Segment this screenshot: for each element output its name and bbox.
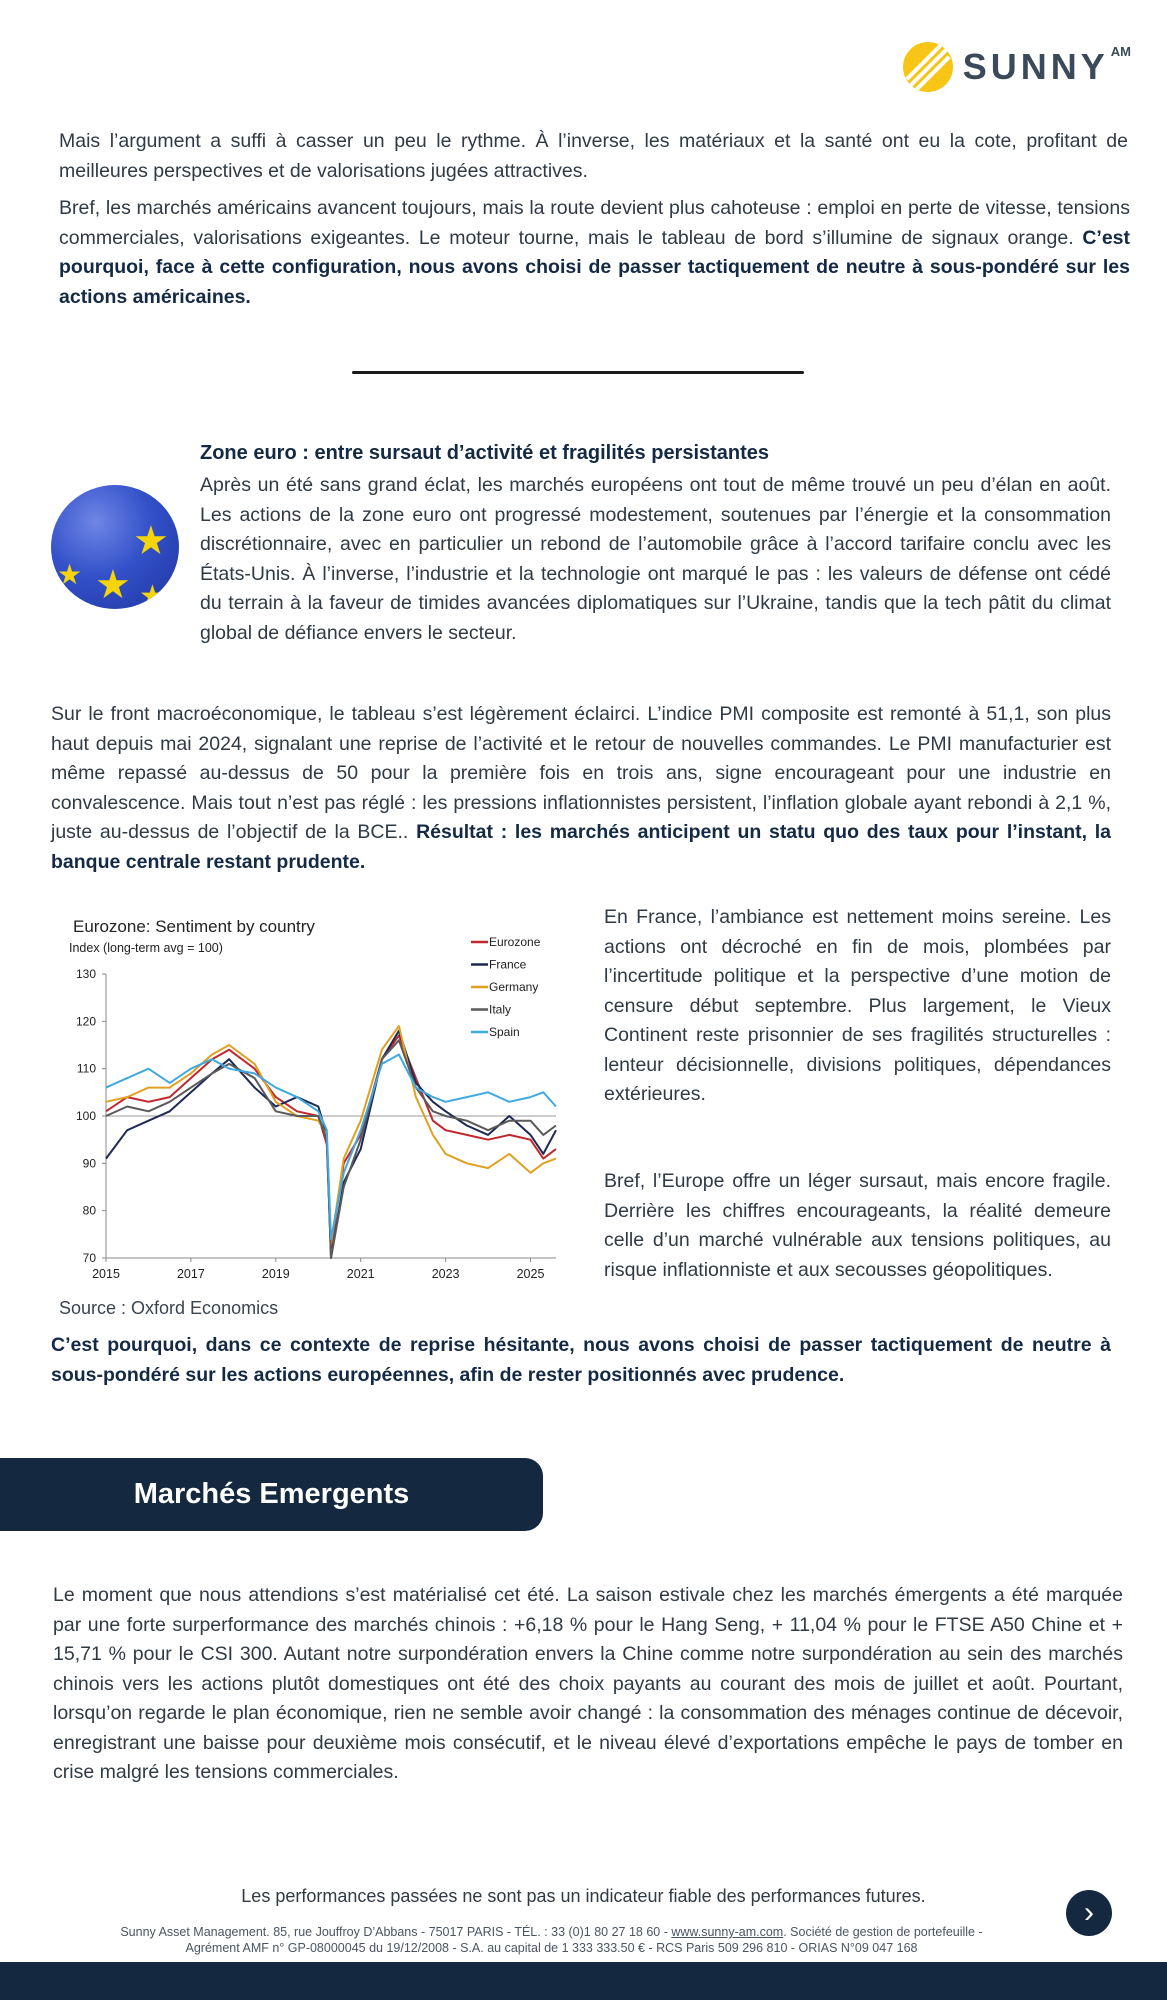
series-line-spain	[106, 1055, 556, 1240]
chart-ylabel: Index (long-term avg = 100)	[69, 941, 223, 955]
eurozone-intro: Après un été sans grand éclat, les marchés européens ont tout de même trouvé un peu d’élan en août. Les actions de la zone euro ont progressé modestement, soutenues par l’énergie et la consommation discrétionnaire, avec en particulier un rebond de l’automobile grâce à l’accord tarifaire conclu avec les États-Unis. À l’inverse, l’industrie et la technologie ont marqué le pas : les valeurs de défense ont cédé du terrain à la faveur de timides avancées diplomatiques sur l’Ukraine, tandis que la tech pâtit du climat global de défiance envers le secteur.	[200, 474, 1111, 644]
legend-label: Spain	[489, 1025, 520, 1039]
website-link[interactable]: www.sunny-am.com	[671, 1925, 784, 1939]
us-paragraph-1: Mais l’argument a suffi à casser un peu le rythme. À l’inverse, les matériaux et la santé ont eu la cote, profitant de meilleures perspectives et de valorisations jugées attractives.	[59, 130, 1128, 182]
europe-summary: Bref, l’Europe offre un léger sursaut, mais encore fragile. Derrière les chiffres encourageants, la réalité demeure celle d’un marché vulnérable aux tensions politiques, au risque inflationniste et aux secousses géopolitiques.	[604, 1170, 1111, 1281]
y-tick-label: 100	[75, 1109, 96, 1123]
eurozone-macro	[51, 700, 1111, 877]
emerging-markets-heading: Marchés Emergents	[0, 1458, 543, 1531]
chart-source: Source : Oxford Economics	[59, 1298, 279, 1318]
legal-text-3: Agrément AMF n° GP-08000045 du 19/12/2008 - S.A. au capital de 1 333 333.50 € - RCS Paris 509 296 810 - ORIAS N°09 047 168	[185, 1941, 918, 1955]
y-tick-label: 90	[82, 1156, 96, 1171]
x-tick-label: 2021	[346, 1267, 375, 1281]
y-tick-label: 120	[75, 1014, 96, 1029]
footer-bar	[0, 1962, 1167, 2000]
chevron-right-icon: ›	[1084, 1896, 1094, 1929]
performance-disclaimer: Les performances passées ne sont pas un indicateur fiable des performances futures.	[241, 1886, 926, 1906]
x-tick-label: 2023	[431, 1267, 460, 1281]
legal-text-1: Sunny Asset Management. 85, rue Jouffroy D’Abbans - 75017 PARIS - TÉL. : 33 (0)1 80 27 18 60 -	[120, 1925, 672, 1939]
legend-label: Germany	[489, 980, 539, 994]
legal-notice	[70, 1924, 1033, 1956]
us-conclusion: C’est pourquoi, face à cette configuration, nous avons choisi de passer tactiquement de neutre à sous-pondéré sur les actions américaines.	[59, 226, 1130, 308]
us-paragraph-2-text: Bref, les marchés américains avancent toujours, mais la route devient plus cahoteuse : emploi en perte de vitesse, tensions commerciales, valorisations exigeantes. Le moteur tourne, mais le tableau de bord s’illumine de signaux orange.	[59, 197, 1130, 249]
brand-suffix: AM	[1110, 44, 1131, 59]
y-tick-label: 130	[75, 967, 96, 981]
chart-title: Eurozone: Sentiment by country	[73, 917, 315, 936]
x-tick-label: 2025	[516, 1267, 545, 1281]
y-tick-label: 110	[76, 1061, 96, 1076]
us-paragraph-2	[59, 194, 1130, 312]
eurozone-macro-text: Sur le front macroéconomique, le tableau s’est légèrement éclairci. L’indice PMI composite est remonté à 51,1, son plus haut depuis mai 2024, signalant une reprise de l’activité et le retour de nouvelles commandes. Le PMI manufacturier est même repassé au-dessus de 50 pour la première fois en trois ans, signe encourageant pour une industrie en convalescence. Mais tout n’est pas réglé : les pressions inflationnistes persistent, l’inflation globale ayant rebondi à 2,1 %, juste au-dessus de l’objectif de la BCE..	[51, 703, 1111, 843]
eu-flag-icon: ★ ★ ★ ★	[51, 485, 179, 609]
y-tick-label: 80	[82, 1203, 96, 1218]
france-paragraph: En France, l’ambiance est nettement moins sereine. Les actions ont décroché en fin de mois, plombées par l’incertitude politique et la perspective d’une motion de censure début septembre. Plus largement, le Vieux Continent reste prisonnier de ses fragilités structurelles : lenteur décisionnelle, divisions politiques, dépendances extérieures.	[604, 906, 1111, 1105]
legend-label: France	[489, 957, 527, 972]
sun-icon	[903, 42, 953, 92]
y-tick-label: 70	[82, 1251, 96, 1265]
x-tick-label: 2015	[92, 1267, 120, 1281]
brand-name: SUNNY	[962, 46, 1109, 87]
legend-label: Eurozone	[489, 935, 541, 949]
eurozone-macro-result: Résultat : les marchés anticipent un statu quo des taux pour l’instant, la banque centrale restant prudente.	[51, 821, 1111, 873]
eurozone-conclusion: C’est pourquoi, dans ce contexte de reprise hésitante, nous avons choisi de passer tactiquement de neutre à sous-pondéré sur les actions européennes, afin de rester positionnés avec prudence.	[51, 1334, 1111, 1386]
next-page-button[interactable]	[1066, 1890, 1112, 1936]
legal-text-2: . Société de gestion de portefeuille -	[783, 1925, 983, 1939]
x-tick-label: 2017	[176, 1267, 205, 1281]
eurozone-title: Zone euro : entre sursaut d’activité et fragilités persistantes	[200, 442, 770, 464]
eurozone-sentiment-chart	[51, 912, 563, 1298]
x-tick-label: 2019	[261, 1267, 290, 1281]
section-divider	[352, 371, 804, 374]
legend-label: Italy	[489, 1002, 512, 1017]
brand-logo	[903, 42, 1131, 92]
emerging-markets-body: Le moment que nous attendions s’est matérialisé cet été. La saison estivale chez les marchés émergents a été marquée par une forte surperformance des marchés chinois : +6,18 % pour le Hang Seng, + 11,04 % pour le FTSE A50 Chine et + 15,71 % pour le CSI 300. Autant notre surpondération envers la Chine comme notre surpondération au sein des marchés chinois vers les actions plutôt domestiques ont été des choix payants au courant des mois de juillet et août. Pourtant, lorsqu’on regarde le plan économique, rien ne semble avoir changé : la consommation des ménages continue de décevoir, enregistrant une baisse pour deuxième mois consécutif, et le niveau élevé d’exportations empêche le pays de tomber en crise malgré les tensions commerciales.	[53, 1584, 1123, 1783]
